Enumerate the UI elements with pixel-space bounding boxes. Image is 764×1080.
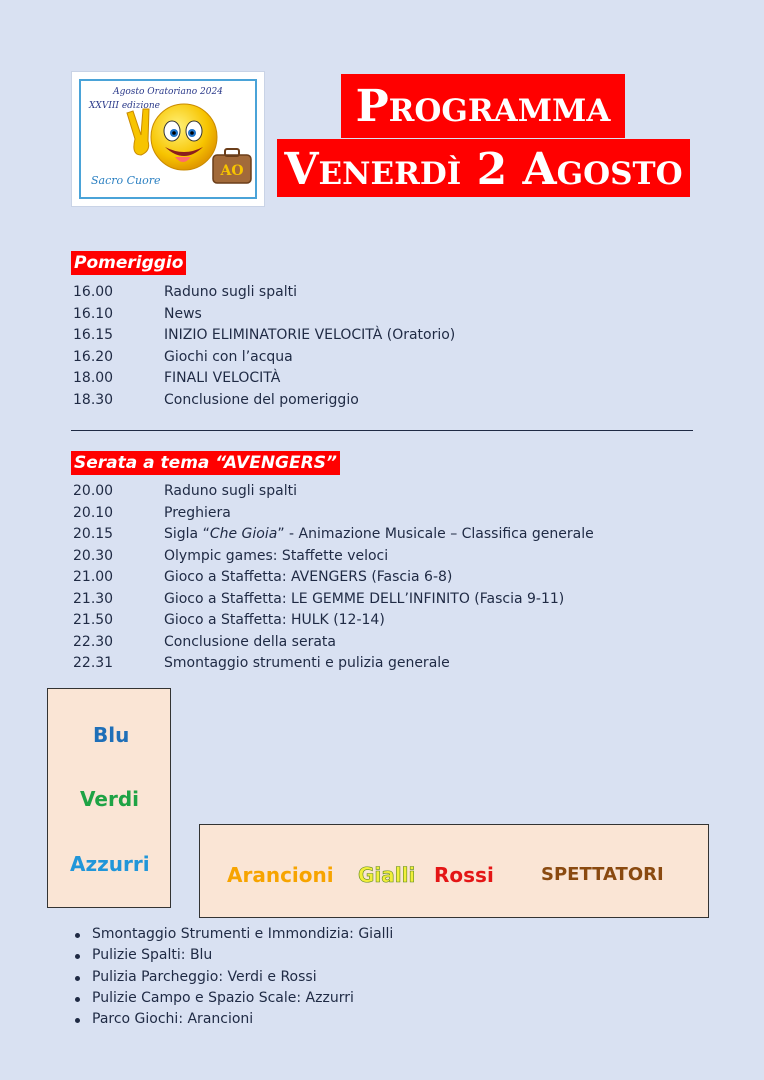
schedule-desc: INIZIO ELIMINATORIE VELOCITÀ (Oratorio) [164, 327, 456, 343]
schedule-time: 16.15 [73, 327, 114, 343]
schedule-row [73, 524, 594, 546]
list-item: Pulizie Spalti: Blu [73, 945, 393, 966]
schedule-desc: Raduno sugli spalti [164, 284, 297, 300]
section-title-evening: Serata a tema “AVENGERS” [71, 451, 340, 475]
schedule-time: 18.00 [73, 370, 114, 386]
schedule-row [73, 632, 594, 654]
schedule-row [73, 546, 594, 568]
schedule-time: 22.31 [73, 655, 114, 671]
schedule-row [73, 347, 455, 369]
schedule-row [73, 610, 594, 632]
page-title-line2: Venerdì 2 Agosto [277, 139, 690, 197]
list-item: Parco Giochi: Arancioni [73, 1009, 393, 1030]
team-blu: Blu [93, 723, 130, 747]
schedule-row [73, 304, 455, 326]
list-item: Pulizia Parcheggio: Verdi e Rossi [73, 967, 393, 988]
schedule-desc: Gioco a Staffetta: HULK (12-14) [164, 612, 385, 628]
evening-schedule [73, 481, 594, 675]
schedule-desc: Raduno sugli spalti [164, 483, 297, 499]
schedule-desc: Gioco a Staffetta: LE GEMME DELL’INFINITO (Fascia 9-11) [164, 590, 565, 607]
schedule-time: 16.00 [73, 284, 114, 300]
schedule-row [73, 653, 594, 675]
list-item: Smontaggio Strumenti e Immondizia: Gialli [73, 924, 393, 945]
schedule-row [73, 325, 455, 347]
schedule-row [73, 567, 594, 589]
team-azzurri: Azzurri [70, 852, 150, 876]
team-rossi: Rossi [434, 863, 494, 887]
page-title-line1: Programma [341, 74, 625, 138]
logo-edition: XXVIII edizione [89, 101, 160, 111]
schedule-time: 20.30 [73, 547, 114, 564]
afternoon-schedule [73, 282, 455, 411]
schedule-desc: Conclusione del pomeriggio [164, 391, 359, 408]
logo-frame [79, 79, 257, 199]
schedule-row [73, 503, 594, 525]
suitcase-text: AO [220, 163, 244, 179]
logo-event-name: Agosto Oratoriano 2024 [113, 87, 223, 97]
schedule-time: 21.30 [73, 590, 114, 607]
schedule-desc: FINALI VELOCITÀ [164, 370, 281, 386]
cleanup-task-list [73, 924, 393, 1030]
schedule-time: 20.15 [73, 526, 114, 542]
schedule-time: 22.30 [73, 633, 114, 650]
schedule-desc: Giochi con l’acqua [164, 348, 293, 365]
schedule-row [73, 282, 455, 304]
schedule-desc: Olympic games: Staffette veloci [164, 547, 389, 564]
list-item: Pulizie Campo e Spazio Scale: Azzurri [73, 988, 393, 1009]
desc-part: Sigla “ [164, 526, 210, 542]
desc-part: ” - Animazione Musicale – Classifica generale [277, 526, 594, 542]
schedule-desc: Gioco a Staffetta: AVENGERS (Fascia 6-8) [164, 569, 453, 585]
team-gialli: Gialli [358, 863, 416, 887]
schedule-time: 21.00 [73, 569, 114, 585]
schedule-time: 21.50 [73, 612, 114, 628]
schedule-desc: Preghiera [164, 504, 231, 521]
schedule-time: 20.10 [73, 504, 114, 521]
schedule-time: 16.10 [73, 305, 114, 322]
section-title-afternoon: Pomeriggio [71, 251, 186, 275]
spectators-label: SPETTATORI [541, 864, 664, 885]
schedule-desc: Conclusione della serata [164, 633, 336, 650]
schedule-row [73, 481, 594, 503]
event-logo [72, 72, 264, 206]
logo-brand: Sacro Cuore [91, 174, 161, 187]
schedule-time: 18.30 [73, 391, 114, 408]
team-arancioni: Arancioni [227, 863, 334, 887]
schedule-time: 16.20 [73, 348, 114, 365]
schedule-desc: Smontaggio strumenti e pulizia generale [164, 655, 450, 671]
section-divider [71, 430, 693, 431]
schedule-row [73, 390, 455, 412]
schedule-row [73, 368, 455, 390]
schedule-desc [164, 524, 594, 546]
schedule-row [73, 589, 594, 611]
schedule-time: 20.00 [73, 483, 114, 499]
schedule-desc: News [164, 305, 202, 322]
team-verdi: Verdi [80, 787, 139, 811]
song-title: Che Gioia [209, 526, 278, 542]
